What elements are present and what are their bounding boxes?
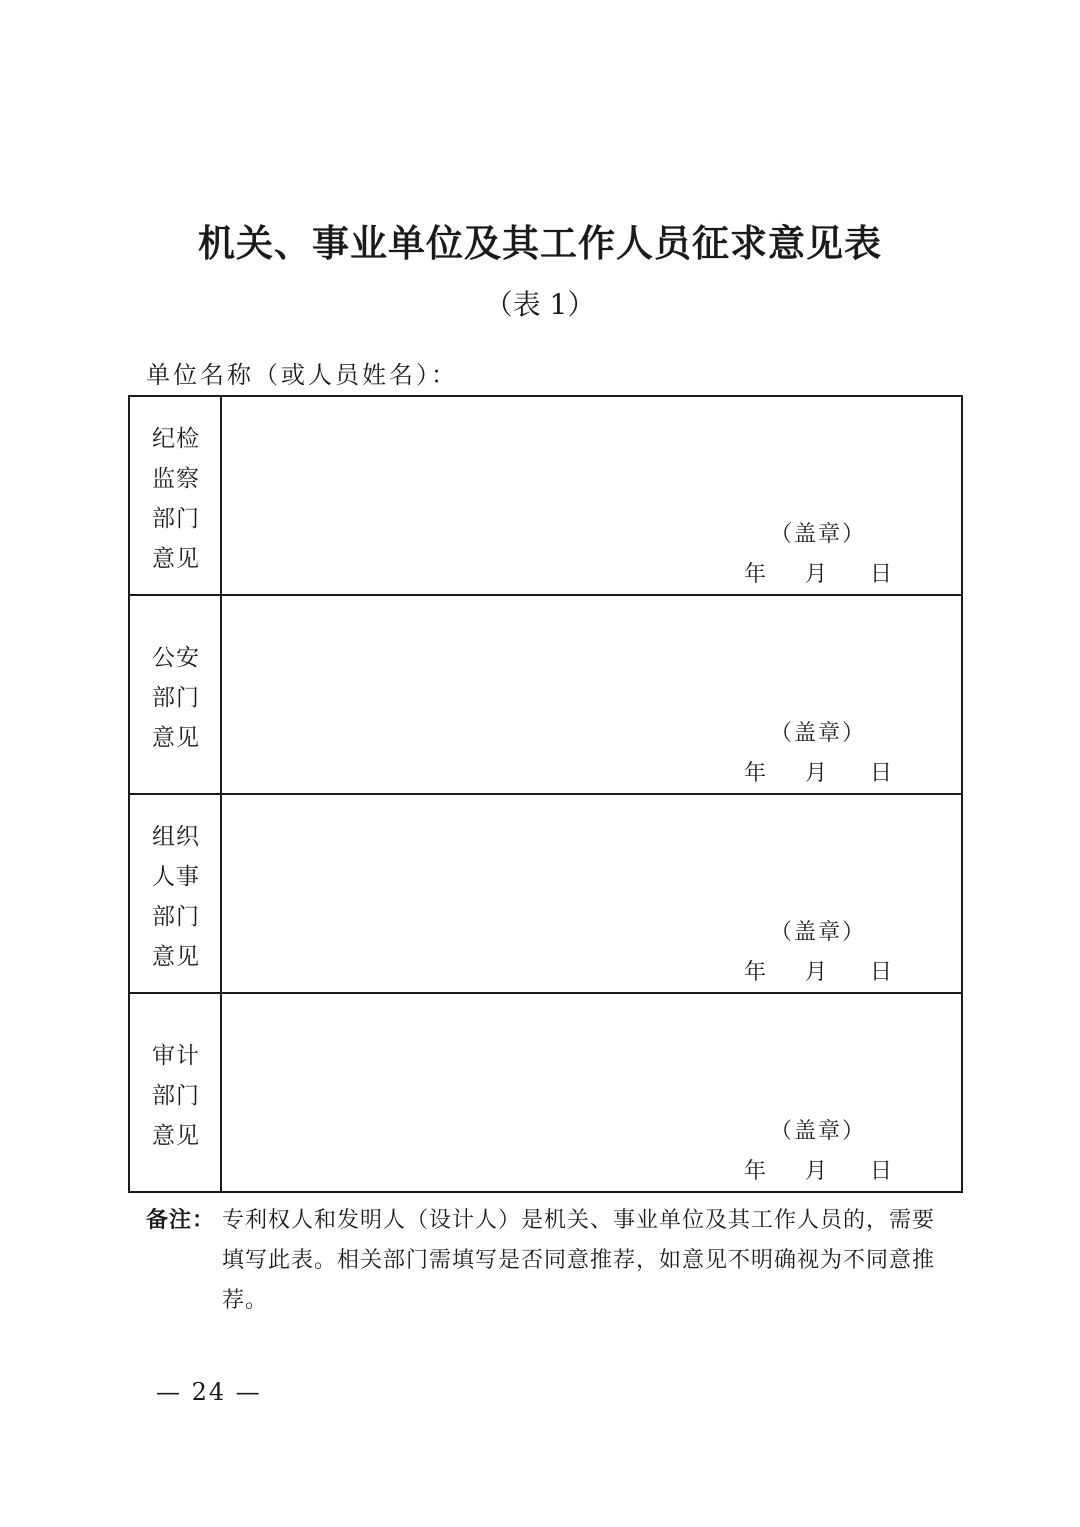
seal-text: （盖章） bbox=[770, 1119, 867, 1144]
opinion-form-table bbox=[128, 395, 963, 1193]
document-title: 机关、事业单位及其工作人员征求意见表 bbox=[198, 222, 882, 265]
date-day-label: 日 bbox=[870, 1159, 893, 1184]
opinion-input-area[interactable] bbox=[222, 397, 961, 594]
form-row-public-security bbox=[130, 596, 961, 795]
form-row-organization-personnel bbox=[130, 795, 961, 994]
remarks-text: 专利权人和发明人（设计人）是机关、事业单位及其工作人员的，需要填写此表。相关部门需填写是否同意推荐，如意见不明确视为不同意推荐。 bbox=[222, 1208, 936, 1313]
date-month-label: 月 bbox=[805, 1159, 828, 1184]
seal-text: （盖章） bbox=[770, 920, 867, 945]
row-label: 纪检监察部门意见 bbox=[152, 426, 200, 572]
seal-text: （盖章） bbox=[770, 522, 867, 547]
date-day-label: 日 bbox=[870, 761, 893, 786]
unit-name-label: 单位名称（或人员姓名）： bbox=[146, 361, 458, 389]
opinion-input-area[interactable] bbox=[222, 596, 961, 793]
date-year-label: 年 bbox=[744, 960, 767, 985]
seal-text: （盖章） bbox=[770, 721, 867, 746]
row-label-cell bbox=[130, 795, 222, 992]
date-year-label: 年 bbox=[744, 1159, 767, 1184]
opinion-input-area[interactable] bbox=[222, 994, 961, 1193]
document-subtitle: （表 1） bbox=[484, 288, 596, 321]
form-row-audit bbox=[130, 994, 961, 1193]
remarks-heading: 备注： bbox=[146, 1208, 216, 1233]
row-label: 审计部门意见 bbox=[152, 1043, 200, 1149]
date-month-label: 月 bbox=[805, 761, 828, 786]
opinion-input-area[interactable] bbox=[222, 795, 961, 992]
date-month-label: 月 bbox=[805, 960, 828, 985]
page-number: — 24 — bbox=[156, 1378, 262, 1406]
row-label: 组织人事部门意见 bbox=[152, 824, 200, 970]
date-year-label: 年 bbox=[744, 761, 767, 786]
date-day-label: 日 bbox=[870, 562, 893, 587]
row-label-cell bbox=[130, 397, 222, 594]
date-month-label: 月 bbox=[805, 562, 828, 587]
date-day-label: 日 bbox=[870, 960, 893, 985]
row-label: 公安部门意见 bbox=[152, 645, 200, 751]
date-year-label: 年 bbox=[744, 562, 767, 587]
row-label-cell bbox=[130, 596, 222, 793]
form-row-discipline-inspection bbox=[130, 397, 961, 596]
row-label-cell bbox=[130, 994, 222, 1193]
